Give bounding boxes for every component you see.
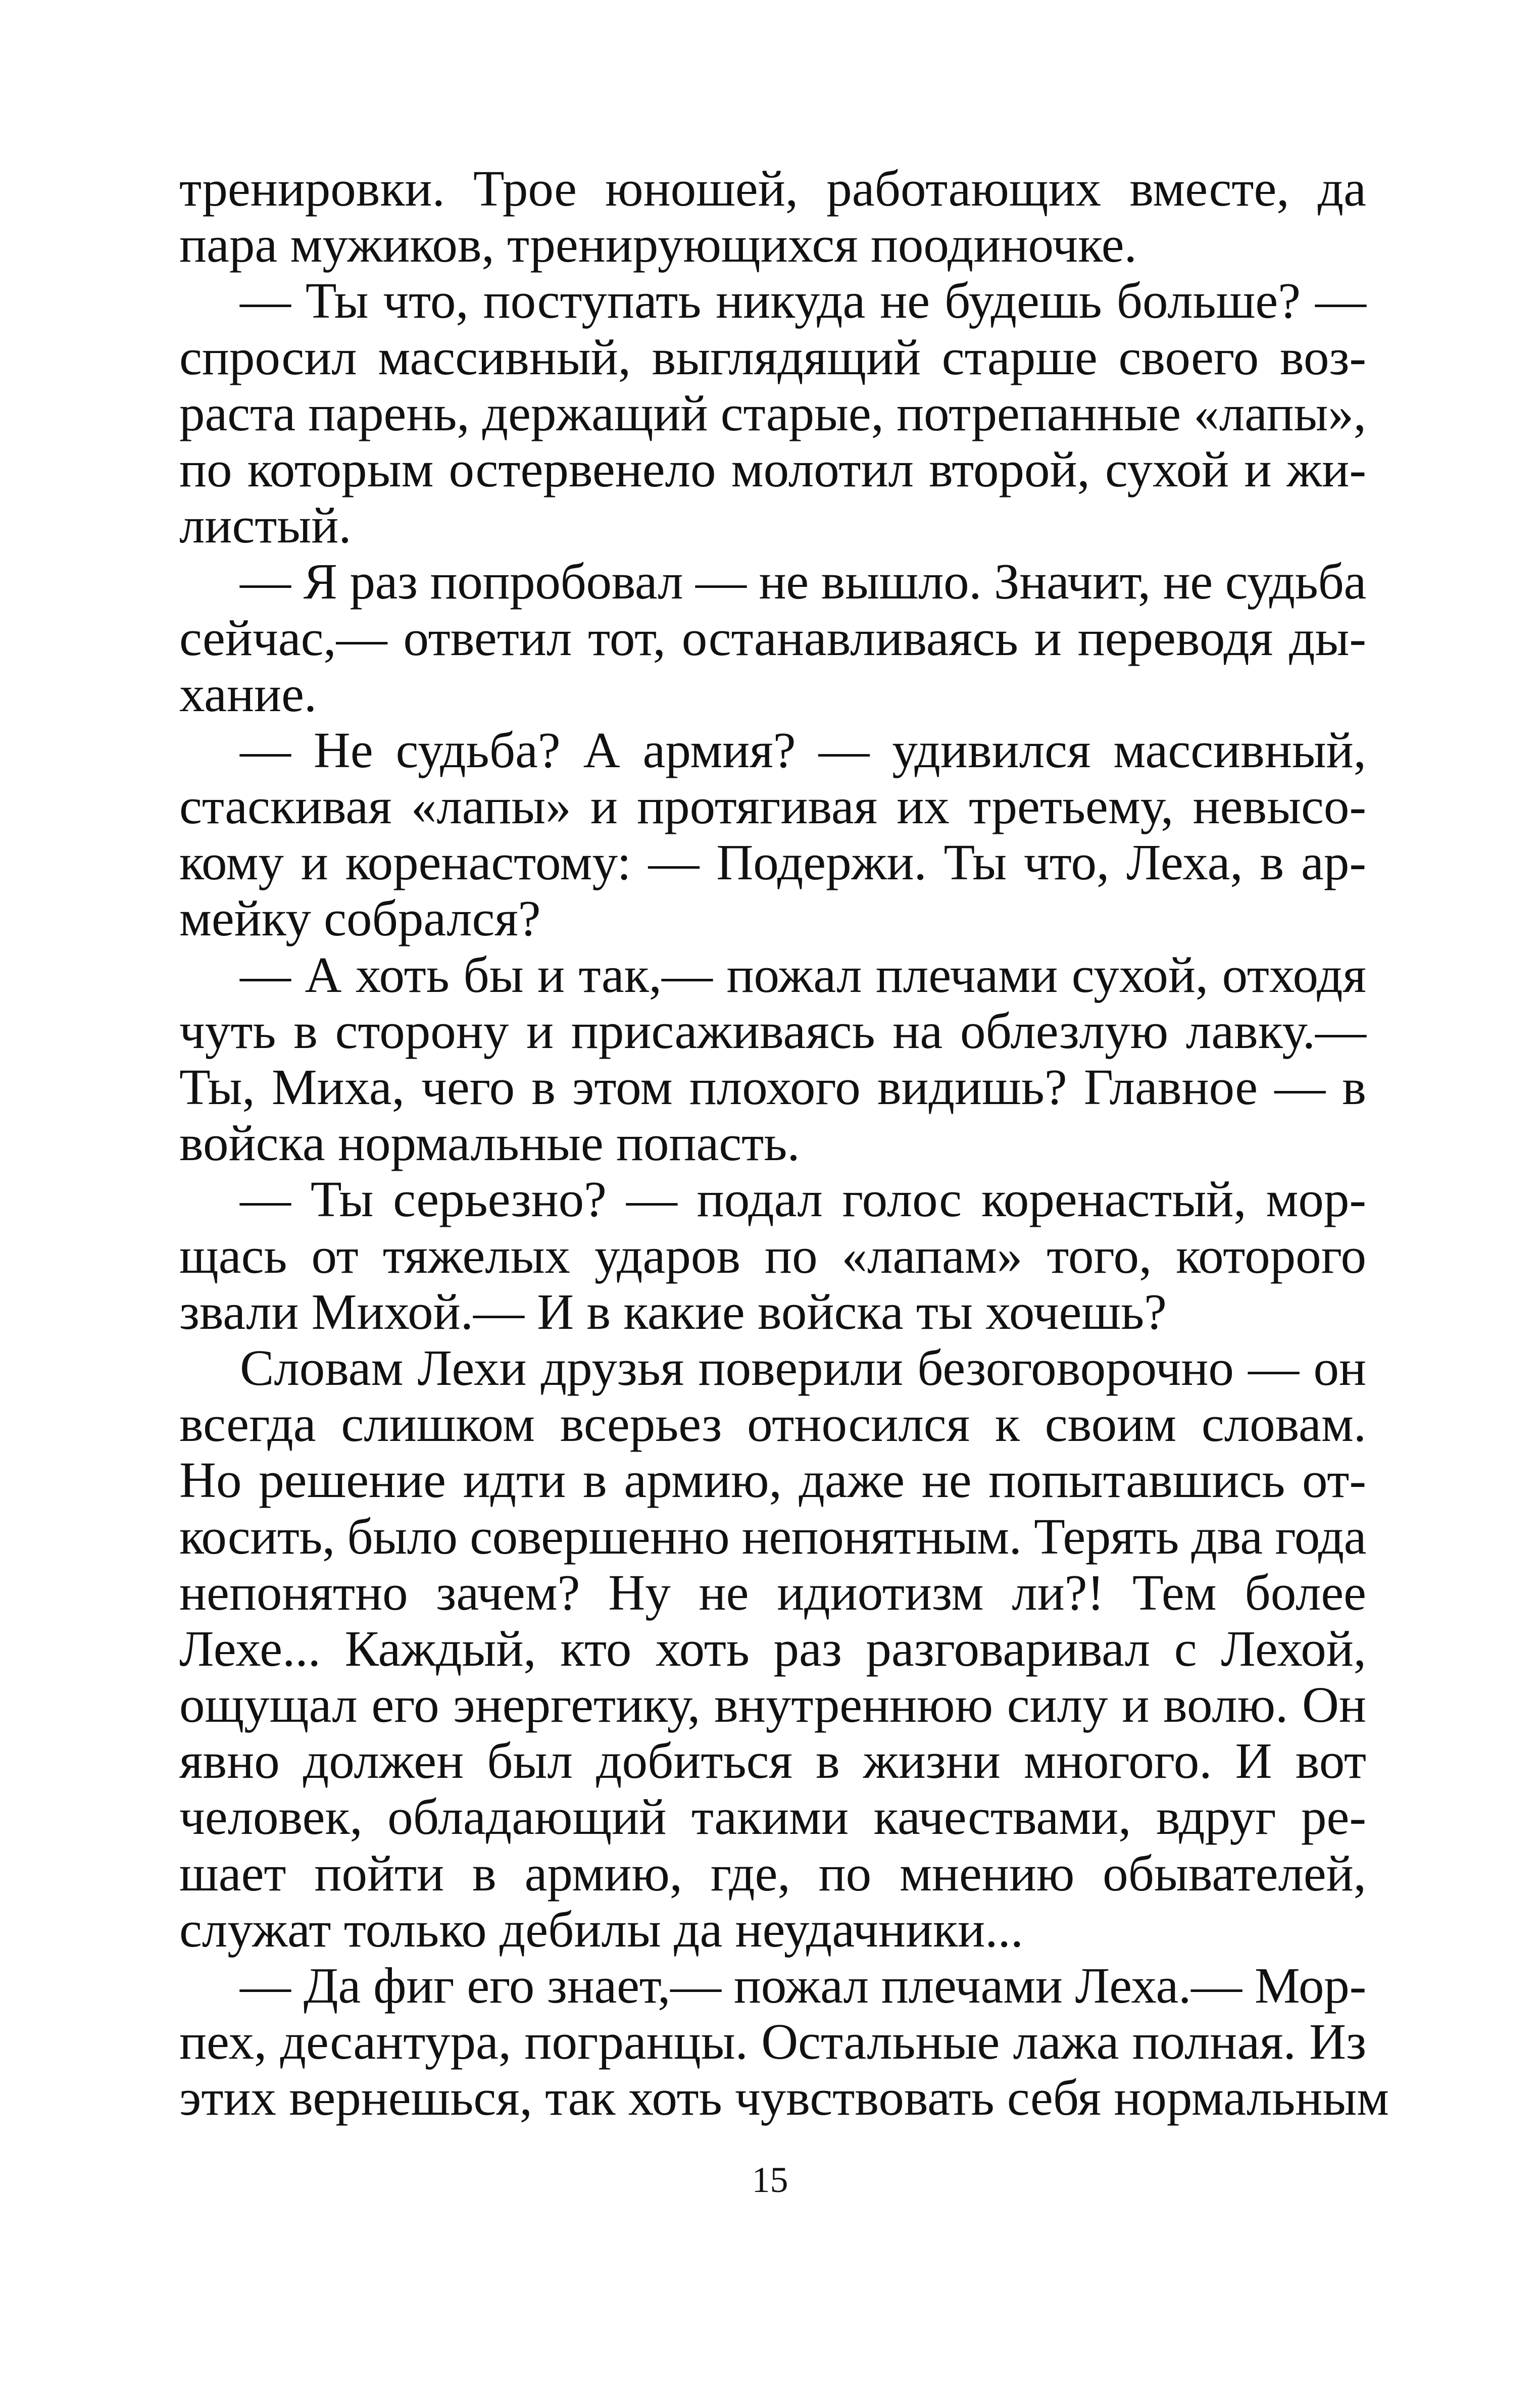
text-line: спросил массивный, выглядящий старше своего воз- (179, 328, 1366, 385)
text-line: — Не судьба? А армия? — удивился массивный, (240, 721, 1366, 778)
text-line: Но решение идти в армию, даже не попытавшись от- (179, 1452, 1366, 1509)
text-line: мейку собрался? (179, 890, 541, 947)
text-line: щась от тяжелых ударов по «лапам» того, которого (179, 1227, 1366, 1284)
text-line: — Ты серьезно? — подал голос коренастый, мор- (240, 1171, 1366, 1228)
body-text (179, 160, 1389, 2126)
text-line: войска нормальные попасть. (179, 1115, 800, 1172)
page-number: 15 (752, 2160, 788, 2200)
text-line: ощущал его энергетику, внутреннюю силу и волю. Он (179, 1676, 1366, 1733)
text-line: раста парень, держащий старые, потрепанные «лапы», (179, 384, 1366, 441)
text-line: явно должен был добиться в жизни многого. И вот (179, 1732, 1366, 1789)
text-line: человек, обладающий такими качествами, вдруг ре- (179, 1788, 1366, 1846)
text-line: — Я раз попробовал — не вышло. Значит, не судьба (240, 553, 1366, 610)
text-line: Ты, Миха, чего в этом плохого видишь? Главное — в (179, 1059, 1366, 1115)
text-line: листый. (179, 497, 352, 554)
text-line: звали Михой.— И в какие войска ты хочешь? (179, 1283, 1167, 1340)
text-line: пех, десантура, погранцы. Остальные лажа полная. Из (179, 2013, 1366, 2070)
text-line: пара мужиков, тренирующихся поодиночке. (179, 216, 1137, 273)
text-line: этих вернешься, так хоть чувствовать себя нормальным (179, 2069, 1389, 2126)
text-line: чуть в сторону и присаживаясь на облезлую лавку.— (179, 1002, 1366, 1059)
text-line: — Ты что, поступать никуда не будешь больше? — (240, 272, 1366, 329)
text-line: — А хоть бы и так,— пожал плечами сухой, отходя (240, 946, 1366, 1003)
text-line: шает пойти в армию, где, по мнению обывателей, (179, 1844, 1366, 1902)
text-line: сейчас,— ответил тот, останавливаясь и переводя ды- (179, 609, 1366, 666)
text-line: Лехе... Каждый, кто хоть раз разговаривал с Лехой, (179, 1620, 1366, 1677)
text-line: хание. (179, 665, 317, 722)
text-line: — Да фиг его знает,— пожал плечами Леха.— Мор- (240, 1957, 1366, 2014)
text-line: служат только дебилы да неудачники... (179, 1901, 1023, 1958)
text-line: Словам Лехи друзья поверили безоговорочно — он (240, 1339, 1366, 1396)
text-line: непонятно зачем? Ну не идиотизм ли?! Тем более (179, 1564, 1366, 1621)
text-line: по которым остервенело молотил второй, сухой и жи- (179, 440, 1366, 497)
text-line: тренировки. Трое юношей, работающих вместе, да (179, 160, 1366, 217)
text-line: стаскивая «лапы» и протягивая их третьему, невысо- (179, 778, 1366, 835)
text-line: косить, было совершенно непонятным. Терять два года (179, 1508, 1366, 1565)
text-line: всегда слишком всерьез относился к своим словам. (179, 1395, 1366, 1453)
text-line: кому и коренастому: — Подержи. Ты что, Леха, в ар- (179, 834, 1366, 891)
